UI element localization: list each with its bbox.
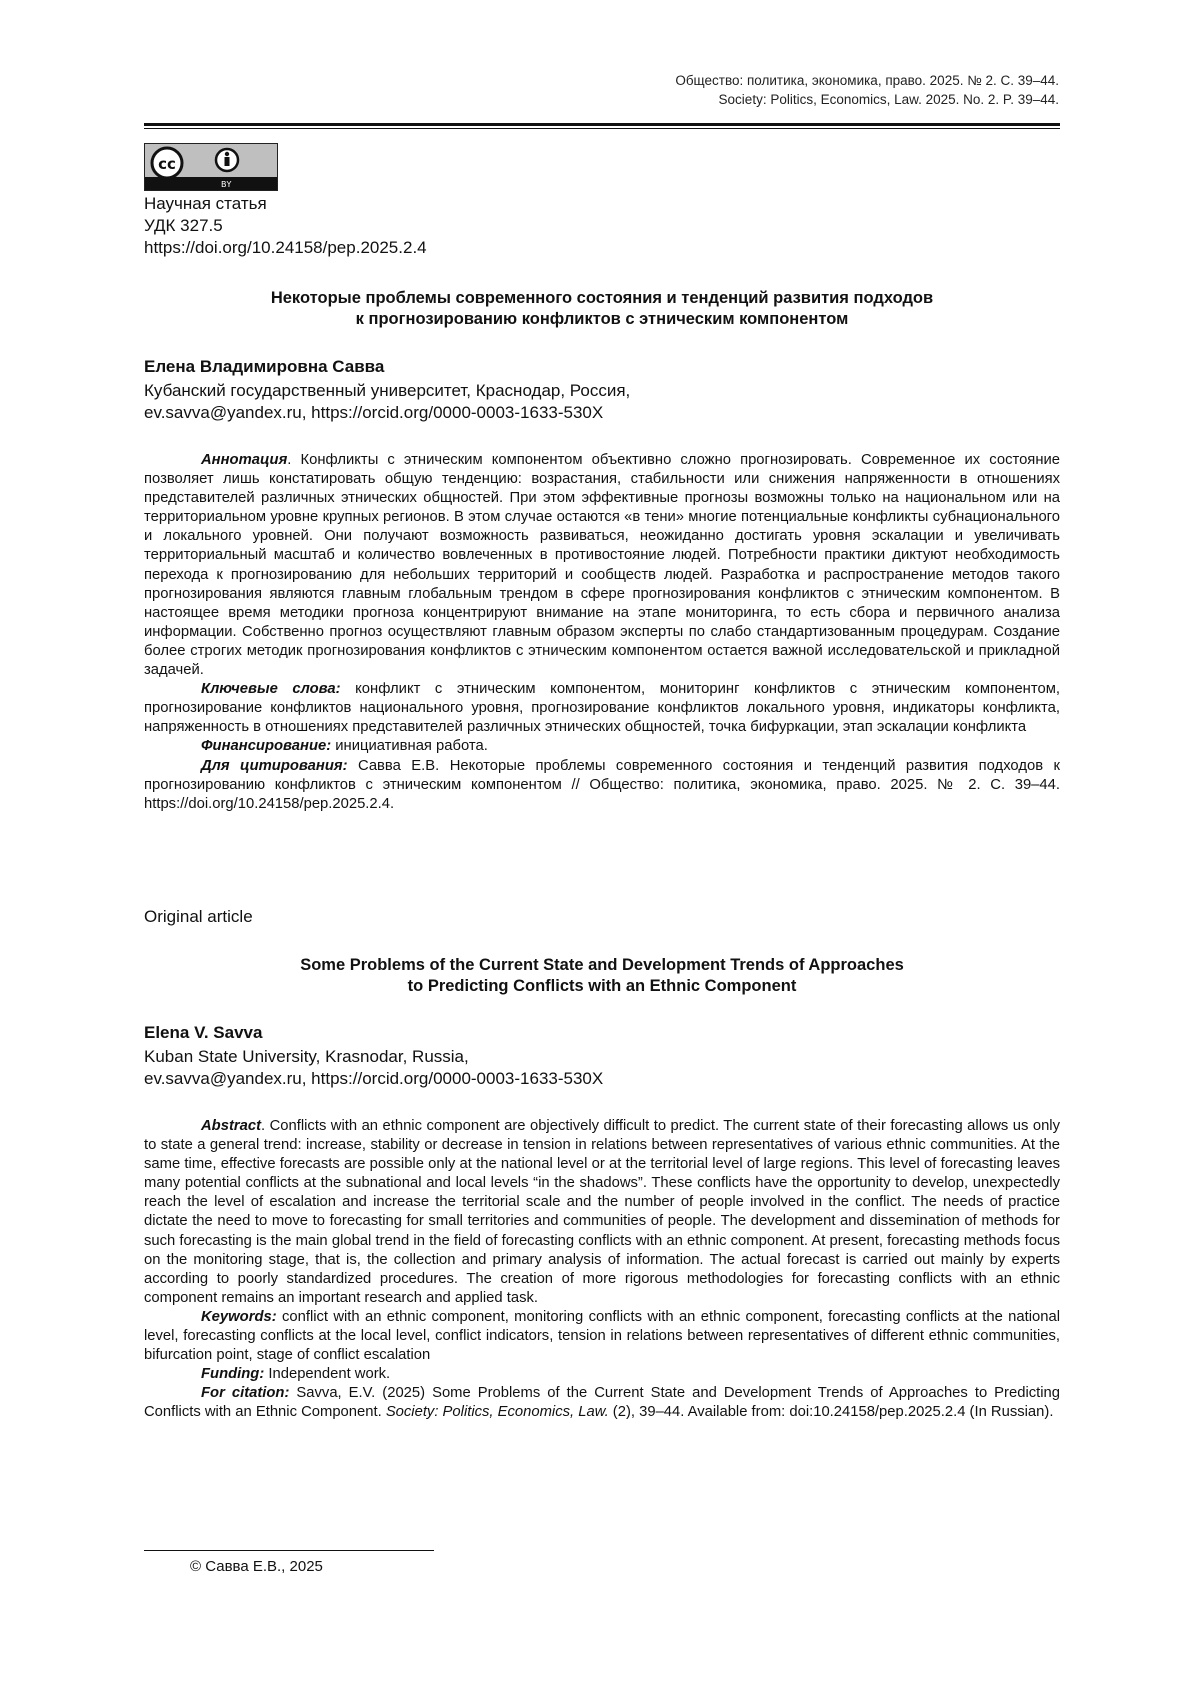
udc-code: УДК 327.5 <box>144 216 223 235</box>
doi-link[interactable]: https://doi.org/10.24158/pep.2025.2.4 <box>144 238 427 257</box>
title-ru-line1: Некоторые проблемы современного состояния и тенденций развития подходов <box>270 289 934 307</box>
affiliation-en-line: Kuban State University, Krasnodar, Russia, <box>144 1047 469 1066</box>
keywords-en <box>144 1308 1060 1365</box>
keywords-en-text: conflict with an ethnic component, monitoring conflicts with an ethnic component, forecasting conflicts at the national level, forecasting conflicts at the local level, conflict indicators, tension in relations between representatives of different ethnic communities, bifurcation point, stage of conflict escalation <box>144 1308 1060 1364</box>
title-en <box>144 955 1060 997</box>
article-type-en: Original article <box>144 907 253 926</box>
journal-line-en: Society: Politics, Economics, Law. 2025. No. 2. P. 39–44. <box>718 92 1059 107</box>
abstract-en <box>144 1117 1060 1308</box>
affiliation-ru-line: Кубанский государственный университет, Краснодар, Россия, <box>144 381 631 400</box>
citation-en-text-2: (2), 39–44. Available from: doi:10.24158/pep.2025.2.4 (In Russian). <box>608 1404 1054 1421</box>
article-meta <box>144 193 427 259</box>
citation-ru-label: Для цитирования: <box>201 757 348 774</box>
abstract-en-text: . Conflicts with an ethnic component are objectively difficult to predict. The current state of their forecasting allows us only to state a general trend: increase, stability or decrease in tension in relations between representatives of various ethnic communities. At the same time, effective forecasts are possible only at the national level or at the territorial level of large regions. This level of forecasting leaves many potential conflicts at the subnational and local levels “in the shadows”. These conflicts have the opportunity to develop, unexpectedly reach the level of escalation and increase the territorial scale and the number of people involved in the conflict. The needs of practice dictate the need to move to forecasting for small territories and communities of people. The development and dissemination of methods for such forecasting is the main global trend in the field of forecasting conflicts with an ethnic component. At present, forecasting methods focus on the monitoring stage, that is, the collection and primary analysis of information. The actual forecast is carried out mainly by experts according to poorly standardized procedures. The creation of more rigorous methodologies for forecasting conflicts with an ethnic component remains an important research and applied task. <box>144 1118 1060 1306</box>
funding-en-label: Funding: <box>201 1366 265 1383</box>
affiliation-en <box>144 1046 1060 1089</box>
citation-en <box>144 1384 1060 1422</box>
affiliation-ru <box>144 380 1060 423</box>
title-en-line2: to Predicting Conflicts with an Ethnic Component <box>407 977 797 995</box>
abstract-ru-section <box>144 451 1060 814</box>
citation-en-label: For citation: <box>201 1385 290 1402</box>
contacts-ru[interactable]: ev.savva@yandex.ru, https://orcid.org/0000-0003-1633-530X <box>144 402 604 422</box>
keywords-ru-label: Ключевые слова: <box>201 681 341 698</box>
citation-en-journal: Society: Politics, Economics, Law. <box>385 1404 609 1421</box>
title-ru-line2: к прогнозированию конфликтов с этническим компонентом <box>355 310 849 328</box>
funding-en <box>144 1365 1060 1384</box>
creative-commons-by-icon[interactable] <box>144 143 278 191</box>
citation-ru <box>144 757 1060 814</box>
title-ru <box>144 288 1060 330</box>
keywords-en-label: Keywords: <box>201 1308 277 1325</box>
keywords-ru <box>144 680 1060 737</box>
citation-en-text-1: Savva, E.V. (2025) Some Problems of the Current State and Development Trends of Approaches to Predicting Conflicts with an Ethnic Component. <box>144 1385 1060 1421</box>
cc-by-label: BY <box>221 180 232 189</box>
svg-text:cc: cc <box>158 155 176 173</box>
copyright-notice: © Савва Е.В., 2025 <box>190 1558 323 1575</box>
author-name-en: Elena V. Savva <box>144 1023 263 1042</box>
funding-ru-text: инициативная работа. <box>331 738 488 755</box>
journal-line-ru: Общество: политика, экономика, право. 2025. № 2. С. 39–44. <box>675 73 1059 88</box>
abstract-en-label: Abstract <box>201 1118 262 1134</box>
cc-badge-strip <box>145 177 277 190</box>
article-type-ru: Научная статья <box>144 194 267 213</box>
funding-ru-label: Финансирование: <box>201 738 332 755</box>
citation-ru-text: Савва Е.В. Некоторые проблемы современного состояния и тенденций развития подходов к прогнозированию конфликтов с этническим компонентом // Общество: политика, экономика, право. 2025. № 2. С. 39–44. https://doi.org/10.24158/pep.2025.2.4. <box>144 757 1060 812</box>
keywords-ru-text: конфликт с этническим компонентом, мониторинг конфликтов с этническим компонентом, прогнозирование конфликтов национального уровня, прогнозирование конфликтов локального уровня, индикаторы конфликта, напряженность в отношениях представителей различных этнических общностей, точка бифуркации, этап эскалации конфликта <box>144 681 1060 736</box>
header-rule-thin <box>144 128 1060 129</box>
contacts-en[interactable]: ev.savva@yandex.ru, https://orcid.org/0000-0003-1633-530X <box>144 1068 604 1088</box>
abstract-ru-label: Аннотация <box>201 452 288 468</box>
header-rule <box>144 123 1060 126</box>
cc-logo-graphic <box>145 144 279 180</box>
author-name-ru: Елена Владимировна Савва <box>144 357 385 376</box>
abstract-ru-text: . Конфликты с этническим компонентом объективно сложно прогнозировать. Современное их состояние позволяет лишь констатировать общую тенденцию: возрастания, стабильности или снижения напряженности в отношениях представителей различных этнических общностей. При этом эффективные прогнозы возможны только на национальном или на территориальном уровне крупных регионов. В этом случае остаются «в тени» многие потенциальные конфликты субнационального и локального уровней. Они получают возможность развиваться, неожиданно достигать уровня эскалации и увеличивать территориальный масштаб и количество вовлеченных в противостояние людей. Потребности практики диктуют необходимость перехода к прогнозированию для небольших территорий и сообществ людей. Разработка и распространение методов такого прогнозирования являются главным глобальным трендом в сфере прогнозирования конфликтов с этническим компонентом. В настоящее время методики прогноза концентрируют внимание на этапе мониторинга, то есть сбора и первичного анализа информации. Собственно прогноз осуществляют главным образом эксперты по слабо стандартизованным процедурам. Создание более строгих методик прогнозирования конфликтов с этническим компонентом остается важной исследовательской и прикладной задачей. <box>144 452 1060 679</box>
title-en-line1: Some Problems of the Current State and Development Trends of Approaches <box>300 956 904 974</box>
funding-ru <box>144 737 1060 756</box>
abstract-en-section <box>144 1117 1060 1423</box>
journal-header <box>600 71 1059 109</box>
abstract-ru <box>144 451 1060 680</box>
funding-en-text: Independent work. <box>264 1366 391 1383</box>
footnote-rule <box>144 1550 434 1551</box>
